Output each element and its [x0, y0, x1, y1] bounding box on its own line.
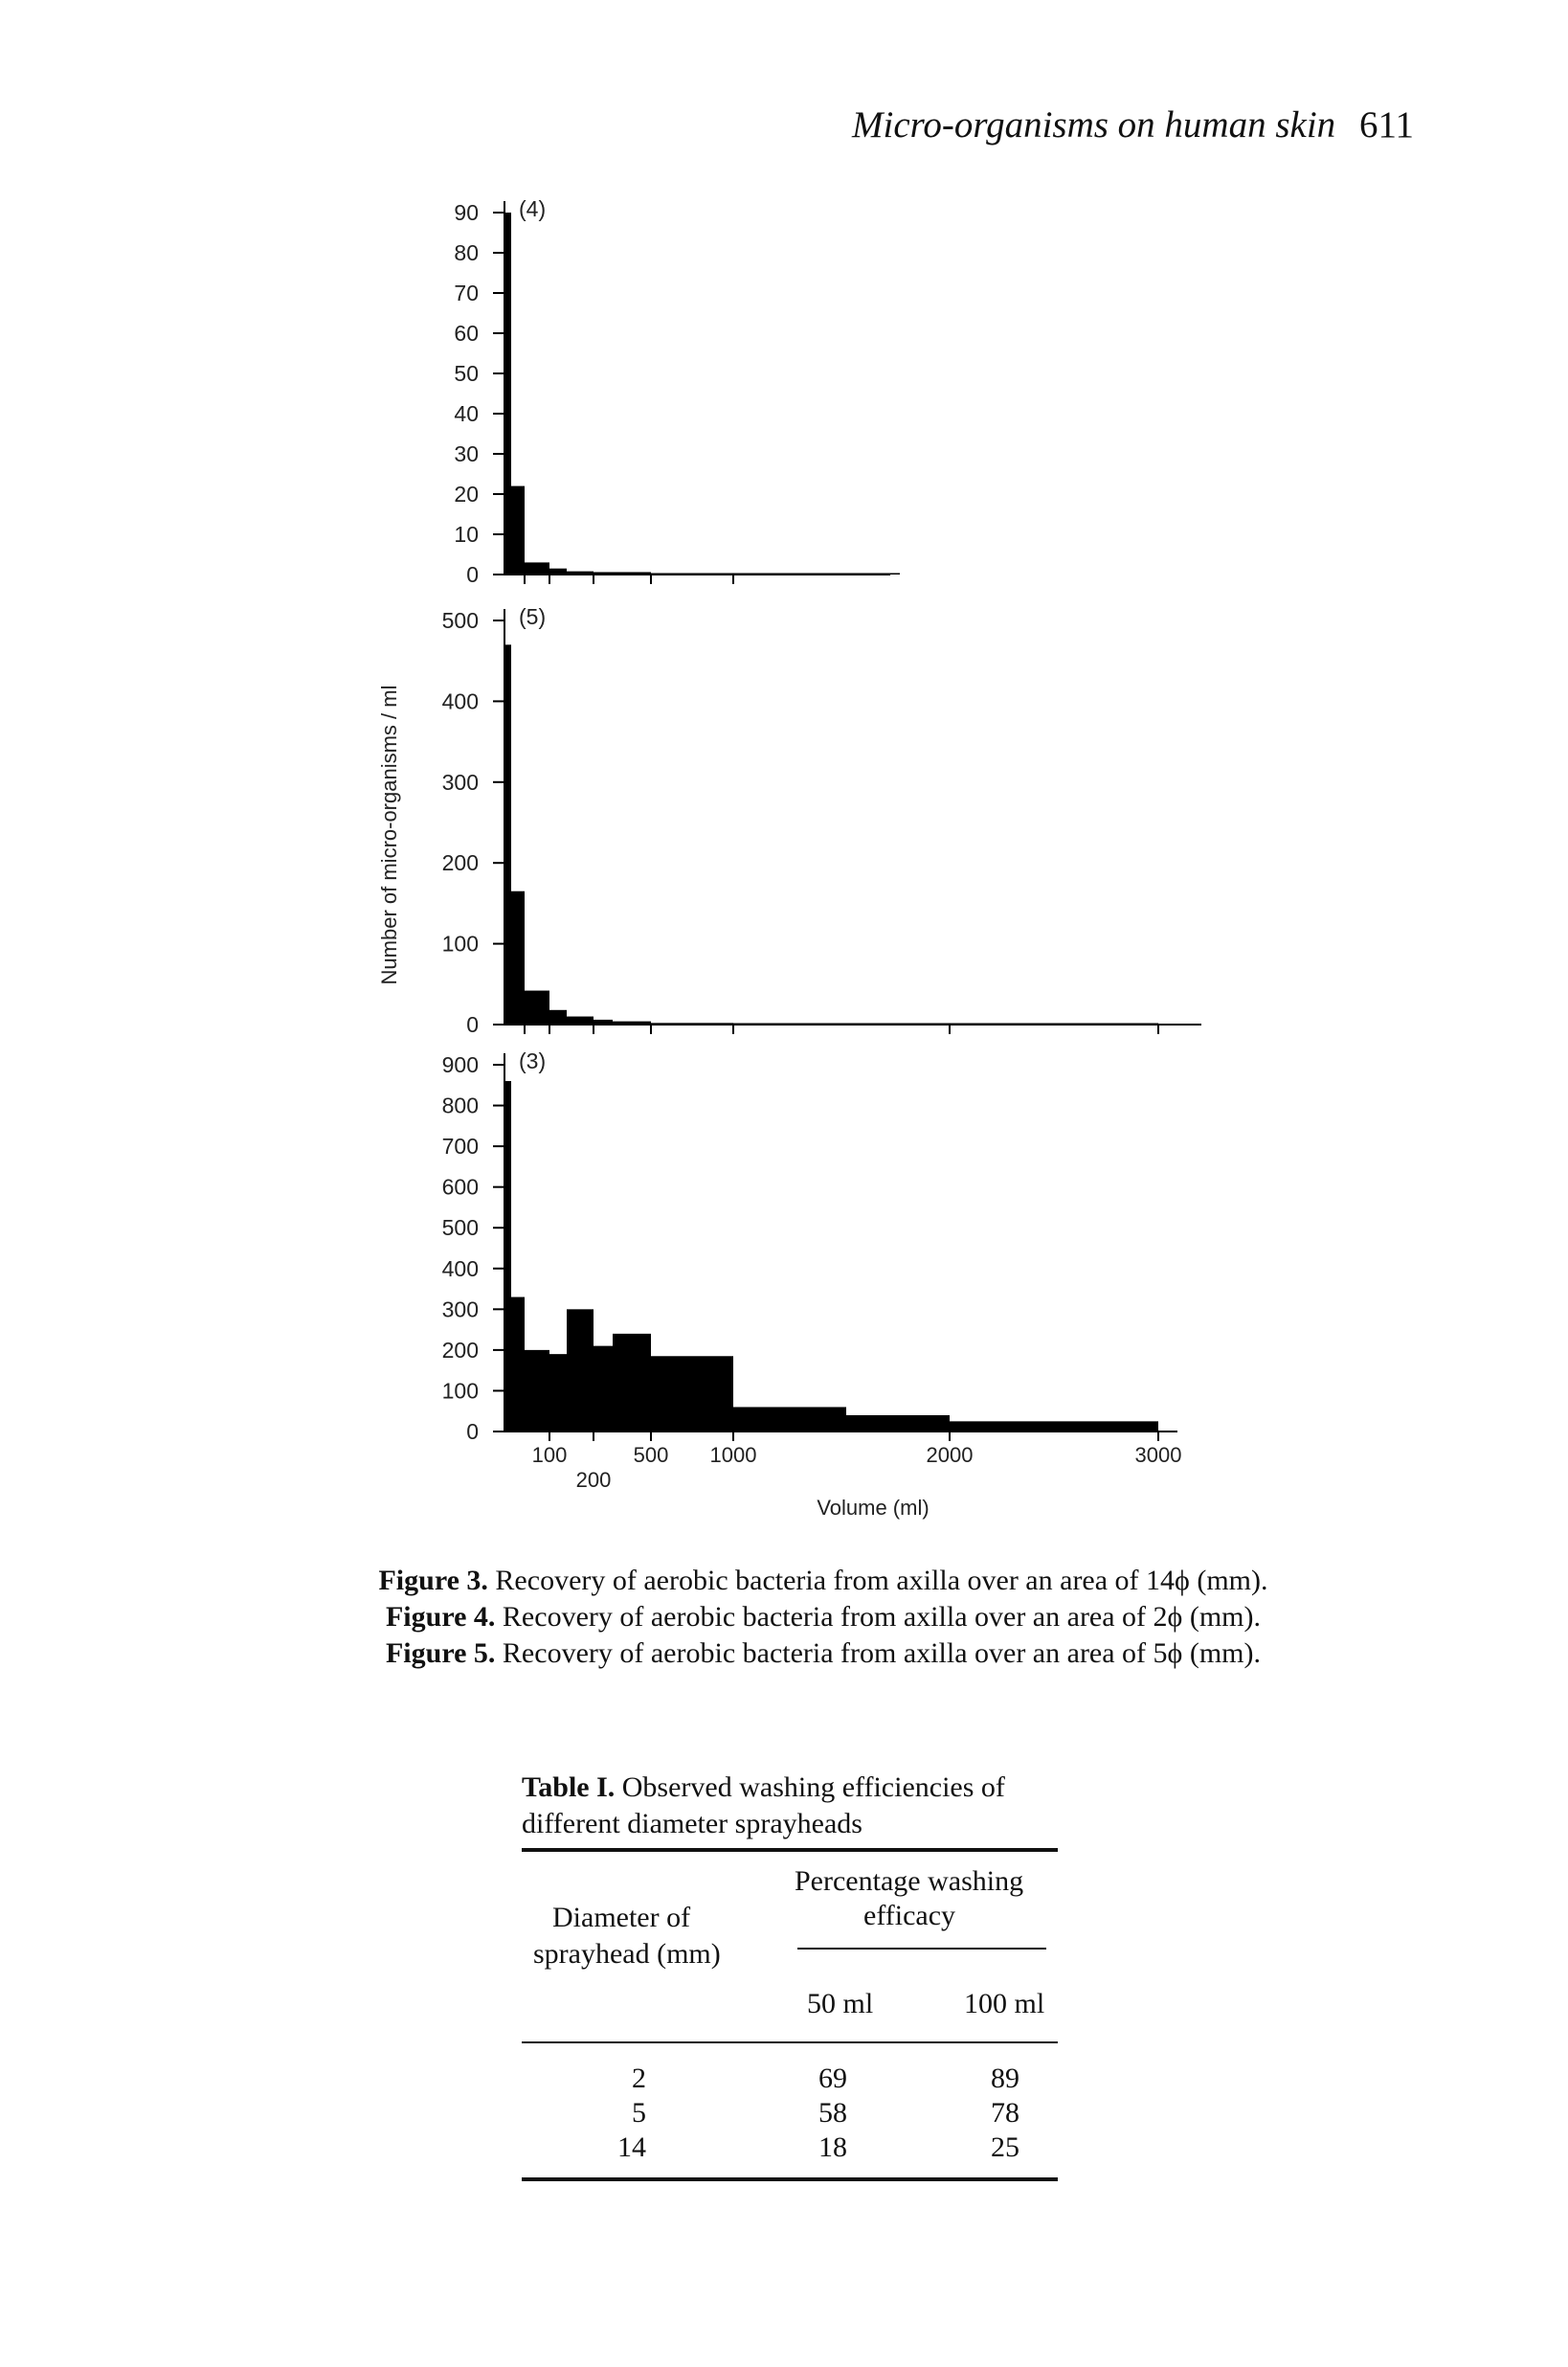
histogram-bar: [549, 1010, 567, 1025]
caption-figure-5: [325, 1635, 1321, 1672]
cell-100ml: 89: [991, 2063, 1019, 2094]
y-tick-label: 100: [441, 1378, 479, 1404]
caption-figure-5-label: Figure 5.: [385, 1637, 496, 1669]
x-tick-label: 2000: [926, 1443, 974, 1467]
y-tick-label: 0: [466, 1012, 479, 1037]
histogram-bar: [511, 1297, 525, 1431]
histogram-bar: [504, 644, 511, 1025]
y-tick-label: 20: [454, 482, 479, 507]
histogram-bar: [846, 1415, 950, 1431]
caption-figure-4: [325, 1599, 1321, 1635]
cell-diameter: 2: [632, 2063, 646, 2094]
panel-label: (3): [519, 1048, 547, 1073]
histogram-bar: [504, 1081, 511, 1431]
y-tick-label: 400: [441, 688, 479, 714]
table-label: Table I.: [522, 1771, 616, 1803]
table-header-rule: [522, 2041, 1058, 2043]
histogram-bar: [567, 1017, 594, 1025]
y-tick-label: 60: [454, 321, 479, 346]
histogram-bar: [504, 213, 511, 575]
cell-diameter: 14: [617, 2131, 646, 2163]
y-tick-label: 300: [441, 769, 479, 795]
cell-50ml: 18: [818, 2131, 847, 2163]
cell-100ml: 25: [991, 2131, 1019, 2163]
col-header-diameter-line-2: sprayhead (mm): [533, 1938, 721, 1970]
x-tick-label: 500: [633, 1443, 669, 1467]
x-tick-label: 3000: [1134, 1443, 1182, 1467]
x-axis-label: Volume (ml): [817, 1496, 930, 1520]
caption-figure-4-text: Recovery of aerobic bacteria from axilla over an area of 2ϕ (mm).: [502, 1601, 1261, 1633]
col-header-diameter-line-1: Diameter of: [552, 1902, 691, 1933]
table-title-line-1: Observed washing efficiencies of: [621, 1771, 1005, 1803]
y-tick-label: 0: [466, 1419, 479, 1444]
y-tick-label: 70: [454, 281, 479, 305]
figure-caption: [325, 1563, 1321, 1672]
table-top-rule: [522, 1848, 1058, 1852]
sub-header-50ml: 50 ml: [807, 1988, 874, 2019]
y-tick-label: 500: [441, 608, 479, 633]
histogram-bar: [549, 1354, 567, 1431]
panel-label: (5): [519, 604, 547, 629]
y-tick-label: 300: [441, 1296, 479, 1322]
histogram-bar: [525, 562, 549, 575]
y-tick-label: 200: [441, 850, 479, 876]
histogram-bar: [651, 1356, 689, 1431]
y-tick-label: 400: [441, 1255, 479, 1281]
y-tick-label: 30: [454, 441, 479, 466]
cell-50ml: 58: [818, 2097, 847, 2129]
histogram-panel-5: [442, 604, 1201, 1037]
y-tick-label: 10: [454, 522, 479, 547]
y-tick-label: 800: [441, 1093, 479, 1118]
table-caption: [522, 1770, 1058, 1842]
histogram-bar: [613, 1334, 651, 1431]
histogram-bar: [594, 1346, 613, 1431]
y-tick-label: 200: [441, 1337, 479, 1363]
y-tick-label: 500: [441, 1215, 479, 1241]
cell-diameter: 5: [632, 2097, 646, 2129]
caption-figure-5-text: Recovery of aerobic bacteria from axilla over an area of 5ϕ (mm).: [502, 1637, 1261, 1669]
y-tick-label: 80: [454, 240, 479, 265]
x-tick-label: 1000: [709, 1443, 757, 1467]
group-header-line-1: Percentage washing: [795, 1865, 1024, 1897]
histogram-bar: [689, 1356, 733, 1431]
histogram-bar: [950, 1421, 1158, 1431]
page-number: 611: [1359, 104, 1415, 146]
y-tick-label: 100: [441, 931, 479, 957]
y-tick-label: 700: [441, 1134, 479, 1160]
y-axis-label: Number of micro-organisms / ml: [377, 685, 401, 985]
y-tick-label: 90: [454, 200, 479, 225]
y-tick-label: 40: [454, 401, 479, 426]
y-tick-label: 0: [466, 562, 479, 587]
caption-figure-3-text: Recovery of aerobic bacteria from axilla over an area of 14ϕ (mm).: [495, 1565, 1268, 1596]
cell-100ml: 78: [991, 2097, 1019, 2129]
y-tick-label: 600: [441, 1174, 479, 1200]
histogram-panel-3: [442, 1048, 1182, 1492]
y-tick-label: 900: [441, 1052, 479, 1077]
x-tick-label: 100: [531, 1443, 568, 1467]
table-washing-efficiency: [522, 1848, 1058, 2164]
histogram-bar: [525, 991, 549, 1025]
caption-figure-3: [325, 1563, 1321, 1599]
histogram-bar: [511, 891, 525, 1025]
x-tick-label: 200: [575, 1468, 612, 1492]
table-bottom-rule: [522, 2177, 1058, 2181]
histogram-panel-4: [454, 196, 900, 587]
caption-figure-4-label: Figure 4.: [385, 1601, 496, 1633]
running-title: Micro-organisms on human skin: [852, 104, 1336, 146]
histogram-bar: [525, 1350, 549, 1431]
table-caption-line-1: [522, 1770, 1058, 1806]
y-tick-label: 50: [454, 361, 479, 386]
caption-figure-3-label: Figure 3.: [378, 1565, 488, 1596]
histogram-bar: [567, 1309, 594, 1431]
sub-header-100ml: 100 ml: [964, 1988, 1045, 2019]
table-title-line-2: different diameter sprayheads: [522, 1808, 862, 1839]
histogram-bar: [733, 1407, 846, 1431]
panel-label: (4): [519, 196, 547, 221]
group-header-line-2: efficacy: [863, 1900, 956, 1931]
group-header-rule: [797, 1948, 1046, 1950]
cell-50ml: 69: [818, 2063, 847, 2094]
histogram-bar: [511, 486, 525, 575]
